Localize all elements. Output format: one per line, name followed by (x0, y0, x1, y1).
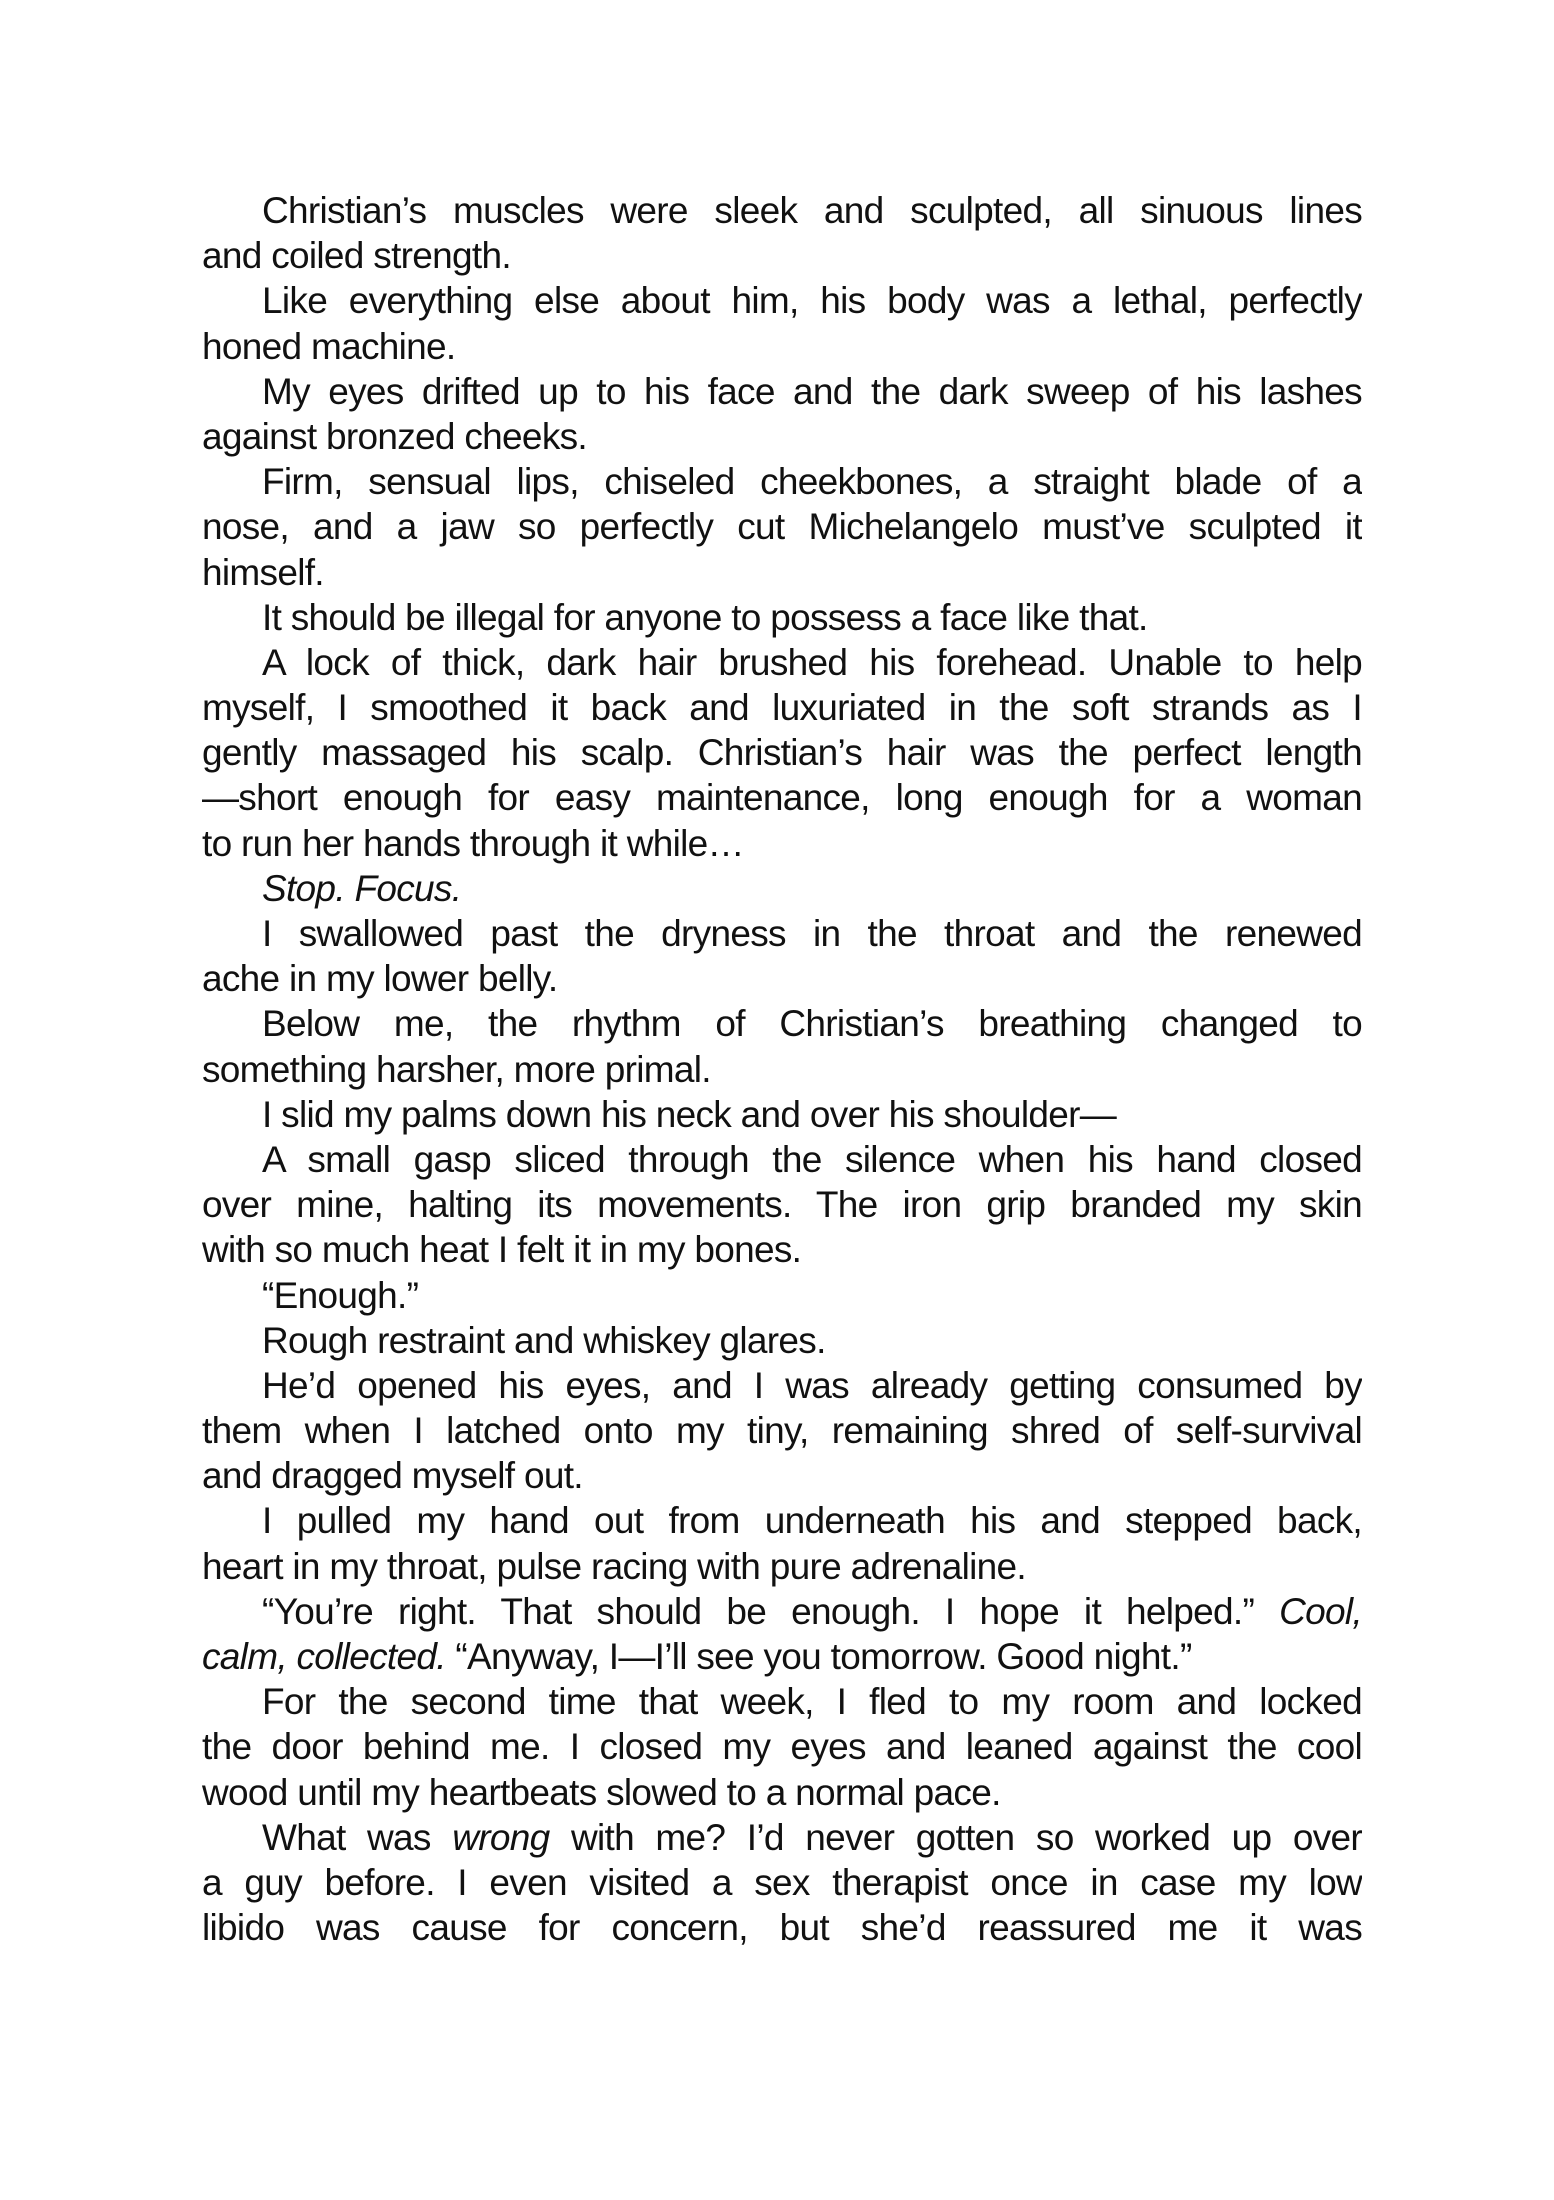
text-line (202, 550, 1362, 595)
text-line (202, 1634, 1362, 1679)
text-line (202, 1001, 1362, 1046)
text-line (202, 1544, 1362, 1589)
text-segment: nose, and a jaw so perfectly cut Michelangelo must’ve sculpted it (202, 506, 1362, 548)
text-line (202, 233, 1362, 278)
text-segment: “You’re right. That should be enough. I hope it helped.” (262, 1590, 1280, 1632)
text-segment: A lock of thick, dark hair brushed his forehead. Unable to help (262, 641, 1362, 683)
text-line (202, 640, 1362, 685)
text-line (202, 1679, 1362, 1724)
text-line (202, 1408, 1362, 1453)
text-line (202, 1363, 1362, 1408)
text-line (202, 1182, 1362, 1227)
text-segment: Rough restraint and whiskey glares. (262, 1319, 826, 1361)
text-segment: myself, I smoothed it back and luxuriated in the soft strands as I (202, 687, 1362, 729)
text-segment: Christian’s muscles were sleek and sculpted, all sinuous lines (262, 190, 1362, 231)
text-line (202, 278, 1362, 323)
text-line (202, 821, 1362, 866)
text-line (202, 1273, 1362, 1318)
text-line (202, 595, 1362, 640)
text-segment: libido was cause for concern, but she’d reassured me it was (202, 1907, 1362, 1949)
text-segment: ache in my lower belly. (202, 958, 558, 1000)
text-segment: gently massaged his scalp. Christian’s hair was the perfect length (202, 732, 1362, 774)
text-line (202, 730, 1362, 775)
book-page-text (202, 188, 1362, 1950)
text-line (202, 1047, 1362, 1092)
text-line (202, 1318, 1362, 1363)
text-segment: something harsher, more primal. (202, 1048, 711, 1090)
text-segment: I pulled my hand out from underneath his and stepped back, (262, 1500, 1362, 1542)
text-segment: Below me, the rhythm of Christian’s breathing changed to (262, 1003, 1362, 1045)
text-line (202, 1498, 1362, 1543)
text-segment: wood until my heartbeats slowed to a normal pace. (202, 1771, 1001, 1813)
text-line (202, 911, 1362, 956)
text-segment: I slid my palms down his neck and over his shoulder— (262, 1093, 1117, 1135)
text-line (202, 956, 1362, 1001)
text-segment: with so much heat I felt it in my bones. (202, 1229, 802, 1271)
text-segment: honed machine. (202, 325, 456, 367)
text-line (202, 866, 1362, 911)
text-segment: a guy before. I even visited a sex therapist once in case my low (202, 1861, 1362, 1903)
text-segment: heart in my throat, pulse racing with pure adrenaline. (202, 1545, 1026, 1587)
text-line (202, 459, 1362, 504)
italic-text: calm, collected. (202, 1636, 446, 1677)
text-line (202, 1453, 1362, 1498)
text-line (202, 775, 1362, 820)
text-segment: himself. (202, 551, 324, 593)
text-segment: —short enough for easy maintenance, long enough for a woman (202, 777, 1362, 819)
text-line (202, 1724, 1362, 1769)
text-line (202, 1589, 1362, 1634)
text-line (202, 1860, 1362, 1905)
text-line (202, 324, 1362, 369)
text-line (202, 685, 1362, 730)
text-segment: A small gasp sliced through the silence when his hand closed (262, 1138, 1362, 1180)
text-segment: I swallowed past the dryness in the throat and the renewed (262, 913, 1362, 954)
text-line (202, 369, 1362, 414)
italic-text: Stop. Focus. (262, 867, 462, 909)
text-segment: He’d opened his eyes, and I was already getting consumed by (262, 1364, 1362, 1406)
text-line (202, 188, 1362, 233)
text-segment: Like everything else about him, his body was a lethal, perfectly (262, 280, 1362, 322)
text-segment: and dragged myself out. (202, 1455, 583, 1497)
text-line (202, 1770, 1362, 1815)
text-segment: “Enough.” (262, 1274, 419, 1316)
text-line (202, 1137, 1362, 1182)
text-segment: the door behind me. I closed my eyes and leaned against the cool (202, 1726, 1362, 1768)
italic-text: wrong (452, 1816, 550, 1858)
italic-text: Cool, (1279, 1590, 1362, 1632)
text-line (202, 1815, 1362, 1860)
text-segment: with me? I’d never gotten so worked up over (549, 1816, 1362, 1858)
text-line (202, 1227, 1362, 1272)
text-segment: to run her hands through it while… (202, 822, 744, 864)
text-line (202, 504, 1362, 549)
text-segment: What was (262, 1816, 453, 1858)
text-segment: “Anyway, I—I’ll see you tomorrow. Good night.” (445, 1636, 1192, 1677)
text-segment: For the second time that week, I fled to my room and locked (262, 1681, 1362, 1723)
text-line (202, 414, 1362, 459)
text-segment: My eyes drifted up to his face and the dark sweep of his lashes (262, 370, 1362, 412)
text-segment: against bronzed cheeks. (202, 415, 587, 457)
text-segment: Firm, sensual lips, chiseled cheekbones, a straight blade of a (262, 461, 1362, 503)
text-segment: over mine, halting its movements. The iron grip branded my skin (202, 1184, 1362, 1226)
text-segment: and coiled strength. (202, 235, 511, 277)
text-line (202, 1092, 1362, 1137)
text-line (202, 1905, 1362, 1950)
text-segment: them when I latched onto my tiny, remaining shred of self-survival (202, 1410, 1362, 1452)
text-segment: It should be illegal for anyone to possess a face like that. (262, 596, 1148, 638)
